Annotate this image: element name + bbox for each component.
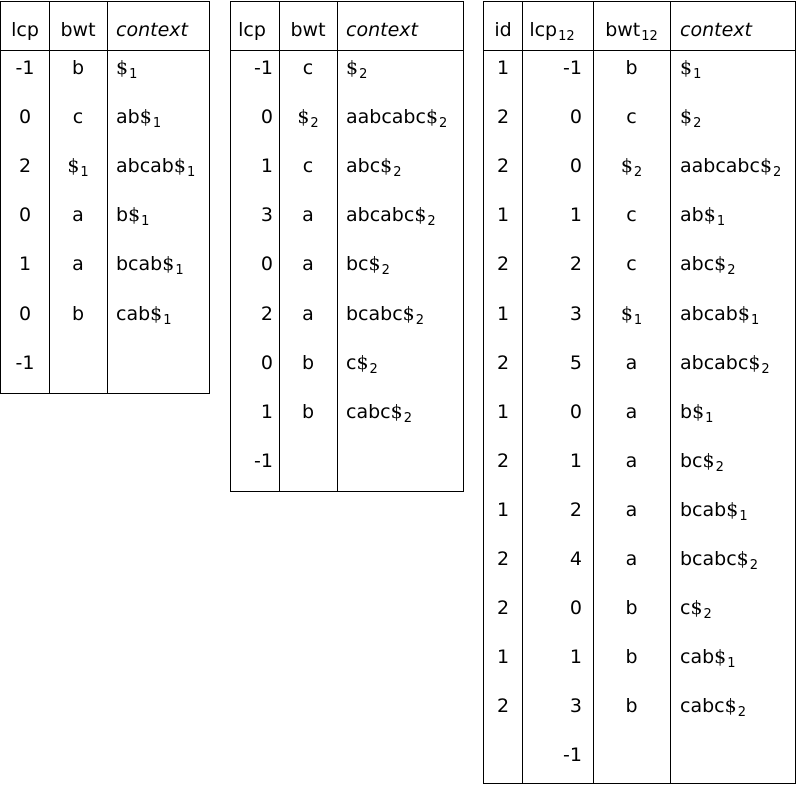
- subscript: 1: [129, 67, 138, 82]
- cell-context: $abc\$_2$: [680, 253, 736, 279]
- subscript: 2: [773, 165, 782, 181]
- cell-lcp: 3: [569, 695, 582, 718]
- cell-context: $c\$_2$: [346, 351, 378, 377]
- subscript: 2: [715, 459, 724, 475]
- cell-lcp: -1: [563, 744, 582, 767]
- subscript: 2: [381, 263, 390, 279]
- header-lcp: lcp: [238, 19, 266, 41]
- cell-lcp: -1: [563, 57, 582, 79]
- header-context: context: [346, 19, 418, 41]
- cell-id: 1: [496, 302, 510, 325]
- subscript: 2: [310, 116, 319, 132]
- cell-bwt: a: [625, 400, 638, 423]
- subscript: 2: [749, 558, 759, 573]
- cell-context: $aabcabc\$_2$: [680, 155, 782, 181]
- subscript: 2: [727, 263, 736, 279]
- cell-lcp: -1: [15, 57, 35, 79]
- cell-context: $bcabc\$_2$: [680, 548, 759, 573]
- subscript: 1: [716, 214, 726, 230]
- cell-context: $abcab\$_1$: [680, 302, 760, 328]
- cell-context: $b\$_1$: [116, 204, 150, 230]
- cell-lcp: 1: [569, 204, 582, 227]
- cell-lcp: 0: [569, 597, 582, 620]
- cell-context: $bcab\$_1$: [116, 253, 184, 279]
- header-context: context: [680, 19, 752, 41]
- subscript: 2: [633, 165, 643, 181]
- cell-bwt: $\$_1$: [67, 155, 89, 181]
- cell-bwt: b: [71, 57, 85, 79]
- cell-lcp: 0: [569, 155, 582, 178]
- cell-bwt: c: [626, 253, 637, 276]
- cell-bwt: a: [72, 204, 84, 227]
- header-divider: [231, 50, 463, 51]
- subscript: 2: [427, 214, 436, 230]
- cell-bwt: b: [625, 695, 638, 718]
- header-bwt: bwt: [60, 19, 96, 41]
- cell-bwt: a: [72, 253, 84, 276]
- cell-context: $bc\$_2$: [346, 253, 390, 279]
- subscript: 1: [727, 656, 736, 672]
- cell-context: $bcabc\$_2$: [346, 302, 425, 328]
- header-lcp: lcp: [11, 19, 39, 41]
- cell-bwt: $\$_2$: [297, 106, 319, 132]
- subscript: 2: [737, 705, 746, 721]
- cell-context: $bc\$_2$: [680, 449, 724, 475]
- cell-lcp: 0: [569, 106, 582, 129]
- cell-bwt: a: [302, 302, 314, 325]
- subscript: 12: [558, 29, 575, 44]
- cell-lcp: -1: [15, 351, 35, 374]
- cell-lcp: 5: [569, 351, 582, 374]
- cell-lcp: 0: [260, 253, 273, 276]
- table-middle: [230, 1, 464, 492]
- cell-bwt: c: [72, 106, 84, 129]
- cell-lcp: 4: [569, 548, 582, 570]
- cell-bwt: c: [626, 204, 637, 227]
- subscript: 1: [186, 165, 196, 181]
- subscript: 1: [141, 214, 150, 230]
- cell-bwt: a: [302, 253, 314, 276]
- subscript: 1: [705, 410, 714, 426]
- cell-context: $\$_1$: [116, 57, 138, 82]
- cell-context: $\$_2$: [680, 106, 702, 132]
- cell-context: $abcabc\$_2$: [680, 351, 770, 377]
- cell-context: $cabc\$_2$: [680, 695, 746, 721]
- cell-bwt: c: [302, 57, 314, 79]
- cell-context: $bcab\$_1$: [680, 498, 748, 524]
- cell-bwt: b: [71, 302, 85, 325]
- subscript: 1: [693, 67, 702, 82]
- column-divider: [107, 2, 108, 393]
- cell-bwt: a: [625, 351, 638, 374]
- subscript: 1: [175, 263, 184, 279]
- cell-id: 2: [496, 449, 510, 472]
- subscript: 2: [359, 67, 368, 82]
- cell-id: 2: [496, 155, 510, 178]
- cell-context: $aabcabc\$_2$: [346, 106, 448, 132]
- cell-lcp: 1: [569, 646, 582, 669]
- column-divider: [337, 2, 338, 491]
- cell-bwt: a: [625, 548, 638, 570]
- cell-id: 2: [496, 253, 510, 276]
- cell-id: 2: [496, 351, 510, 374]
- cell-bwt: a: [625, 449, 638, 472]
- cell-context: $\$_1$: [680, 57, 702, 82]
- cell-bwt: $\$_2$: [620, 155, 643, 181]
- subscript: 2: [761, 361, 770, 377]
- cell-bwt: a: [625, 498, 638, 521]
- cell-context: $cab\$_1$: [116, 302, 172, 328]
- column-divider: [670, 2, 671, 783]
- header-divider: [484, 50, 795, 51]
- cell-lcp: 0: [18, 302, 32, 325]
- cell-bwt: b: [625, 597, 638, 620]
- cell-id: 1: [496, 204, 510, 227]
- cell-bwt: b: [301, 351, 315, 374]
- cell-lcp: 3: [260, 204, 273, 227]
- cell-lcp: 1: [260, 400, 273, 423]
- subscript: 1: [750, 312, 760, 328]
- subscript: 2: [703, 607, 712, 623]
- cell-lcp: 2: [569, 498, 582, 521]
- cell-context: $abcabc\$_2$: [346, 204, 436, 230]
- subscript: 1: [163, 312, 172, 328]
- cell-bwt: b: [625, 57, 638, 79]
- cell-id: 1: [496, 400, 510, 423]
- cell-lcp: 1: [260, 155, 273, 178]
- cell-context: $abcab\$_1$: [116, 155, 196, 181]
- cell-bwt: a: [302, 204, 314, 227]
- cell-lcp: 0: [569, 400, 582, 423]
- cell-context: $b\$_1$: [680, 400, 714, 426]
- cell-lcp: 1: [18, 253, 32, 276]
- cell-context: $\$_2$: [346, 57, 368, 82]
- subscript: 2: [369, 361, 378, 377]
- header-bwt: bwt: [290, 19, 326, 41]
- cell-lcp: 0: [260, 351, 273, 374]
- cell-lcp: 1: [569, 449, 582, 472]
- cell-lcp: -1: [254, 449, 273, 472]
- cell-id: 2: [496, 548, 510, 570]
- cell-context: $abc\$_2$: [346, 155, 402, 181]
- cell-context: $cabc\$_2$: [346, 400, 412, 426]
- cell-context: $ab\$_1$: [116, 106, 162, 132]
- cell-id: 1: [496, 57, 510, 79]
- table-right: [483, 1, 796, 784]
- subscript: 2: [415, 312, 425, 328]
- table-left: [0, 1, 210, 394]
- header-context: context: [116, 19, 188, 41]
- header-lcp: lcp$_{12}$: [529, 19, 575, 44]
- cell-lcp: 2: [569, 253, 582, 276]
- cell-lcp: 0: [18, 204, 32, 227]
- cell-context: $ab\$_1$: [680, 204, 726, 230]
- cell-id: 2: [496, 695, 510, 718]
- cell-lcp: -1: [254, 57, 273, 79]
- cell-bwt: c: [302, 155, 314, 178]
- cell-lcp: 2: [18, 155, 32, 178]
- header-divider: [1, 50, 209, 51]
- cell-id: 1: [496, 498, 510, 521]
- subscript: 2: [393, 165, 402, 181]
- cell-bwt: b: [625, 646, 638, 669]
- cell-bwt: b: [301, 400, 315, 423]
- subscript: 1: [739, 508, 748, 524]
- cell-bwt: $\$_1$: [620, 302, 643, 328]
- subscript: 12: [641, 29, 658, 44]
- subscript: 1: [152, 116, 162, 132]
- cell-context: $c\$_2$: [680, 597, 712, 623]
- subscript: 2: [403, 410, 412, 426]
- subscript: 1: [80, 165, 89, 181]
- header-bwt: bwt$_{12}$: [605, 19, 658, 44]
- cell-lcp: 0: [260, 106, 273, 129]
- cell-id: 2: [496, 597, 510, 620]
- subscript: 1: [633, 312, 643, 328]
- cell-lcp: 0: [18, 106, 32, 129]
- header-id: id: [494, 19, 512, 41]
- cell-id: 2: [496, 106, 510, 129]
- subscript: 2: [439, 116, 448, 132]
- cell-id: 1: [496, 646, 510, 669]
- subscript: 2: [693, 116, 702, 132]
- cell-context: $cab\$_1$: [680, 646, 736, 672]
- cell-lcp: 2: [260, 302, 273, 325]
- cell-bwt: c: [626, 106, 637, 129]
- cell-lcp: 3: [569, 302, 582, 325]
